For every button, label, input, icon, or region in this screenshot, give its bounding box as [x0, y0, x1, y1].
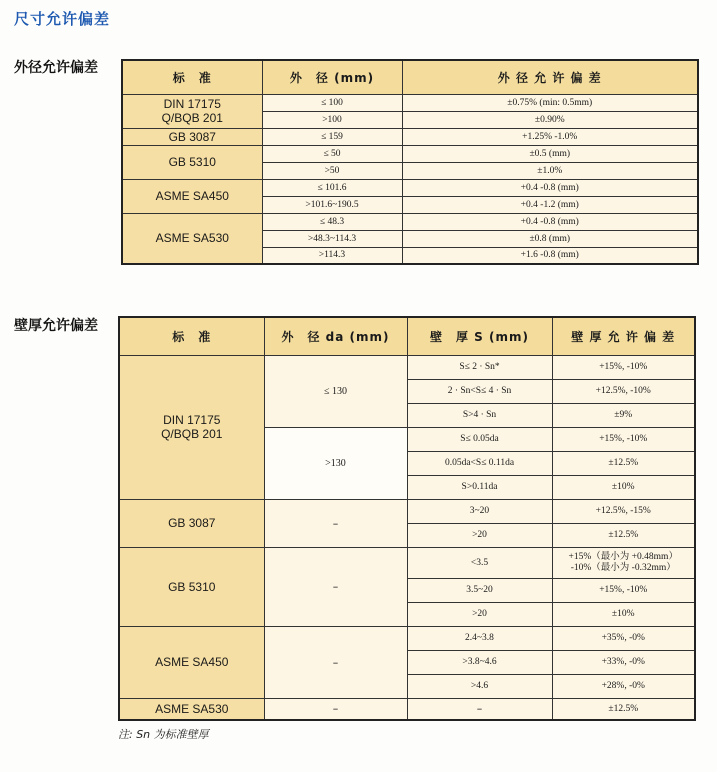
od-tolerance: ±0.8 (mm)	[402, 230, 698, 247]
wt-od-range: ≤ 130	[264, 355, 407, 427]
wt-section-title: 壁厚允许偏差	[14, 318, 98, 334]
od-range: >50	[262, 162, 402, 179]
wt-tolerance-table	[118, 316, 696, 721]
wt-od-range: –	[264, 698, 407, 720]
wt-od-range: –	[264, 547, 407, 626]
wt-tolerance: ±9%	[552, 403, 695, 427]
od-range: >114.3	[262, 247, 402, 264]
od-range: >100	[262, 111, 402, 128]
od-tolerance: +1.25% -1.0%	[402, 128, 698, 145]
wt-tolerance: +15%, -10%	[552, 427, 695, 451]
od-tolerance: +0.4 -0.8 (mm)	[402, 179, 698, 196]
wt-tolerance: ±12.5%	[552, 698, 695, 720]
wt-tolerance: ±10%	[552, 475, 695, 499]
wt-range: >3.8~4.6	[407, 650, 552, 674]
wt-range: >4.6	[407, 674, 552, 698]
od-range: >101.6~190.5	[262, 196, 402, 213]
wt-tolerance: +15%（最小为 +0.48mm） -10%（最小为 -0.32mm）	[552, 547, 695, 578]
wt-tolerance: +12.5%, -10%	[552, 379, 695, 403]
od-tolerance: +0.4 -0.8 (mm)	[402, 213, 698, 230]
od-standard-gb5310: GB 5310	[122, 145, 262, 179]
wt-tolerance: +15%, -10%	[552, 355, 695, 379]
wt-od-range: –	[264, 499, 407, 547]
wt-standard-sa450: ASME SA450	[119, 626, 264, 698]
wt-tolerance: +33%, -0%	[552, 650, 695, 674]
wt-range: S>4 · Sn	[407, 403, 552, 427]
wt-range: –	[407, 698, 552, 720]
wt-header-od: 外 径 da (mm)	[264, 317, 407, 355]
wt-tolerance: +35%, -0%	[552, 626, 695, 650]
od-range: >48.3~114.3	[262, 230, 402, 247]
od-range: ≤ 159	[262, 128, 402, 145]
od-header-standard: 标 准	[122, 60, 262, 94]
wt-range: S>0.11da	[407, 475, 552, 499]
od-tolerance: ±0.75% (min: 0.5mm)	[402, 94, 698, 111]
od-range: ≤ 50	[262, 145, 402, 162]
wt-header-standard: 标 准	[119, 317, 264, 355]
wt-range: 3~20	[407, 499, 552, 523]
od-section-title: 外径允许偏差	[14, 60, 98, 76]
wt-od-range: >130	[264, 427, 407, 499]
od-header-tolerance: 外 径 允 许 偏 差	[402, 60, 698, 94]
wt-header-tolerance: 壁 厚 允 许 偏 差	[552, 317, 695, 355]
od-header-od: 外 径 (mm)	[262, 60, 402, 94]
od-standard-sa450: ASME SA450	[122, 179, 262, 213]
wt-tolerance: +12.5%, -15%	[552, 499, 695, 523]
wt-range: 3.5~20	[407, 578, 552, 602]
wt-standard-sa530: ASME SA530	[119, 698, 264, 720]
wt-range: 0.05da<S≤ 0.11da	[407, 451, 552, 475]
wt-range: <3.5	[407, 547, 552, 578]
footnote: 注: Sn 为标准壁厚	[118, 728, 209, 741]
od-standard-gb3087: GB 3087	[122, 128, 262, 145]
od-range: ≤ 100	[262, 94, 402, 111]
od-tolerance-table	[121, 59, 699, 265]
wt-range: 2 · Sn<S≤ 4 · Sn	[407, 379, 552, 403]
page-title: 尺寸允许偏差	[14, 10, 111, 28]
wt-range: >20	[407, 602, 552, 626]
od-tolerance: +0.4 -1.2 (mm)	[402, 196, 698, 213]
wt-range: S≤ 0.05da	[407, 427, 552, 451]
wt-range: 2.4~3.8	[407, 626, 552, 650]
wt-od-range: –	[264, 626, 407, 698]
wt-tolerance: +15%, -10%	[552, 578, 695, 602]
od-standard-din: DIN 17175 Q/BQB 201	[122, 94, 262, 128]
wt-standard-gb5310: GB 5310	[119, 547, 264, 626]
od-tolerance: ±0.90%	[402, 111, 698, 128]
wt-tolerance: ±12.5%	[552, 451, 695, 475]
od-range: ≤ 48.3	[262, 213, 402, 230]
wt-standard-din: DIN 17175 Q/BQB 201	[119, 355, 264, 499]
od-tolerance: ±0.5 (mm)	[402, 145, 698, 162]
od-tolerance: ±1.0%	[402, 162, 698, 179]
od-standard-sa530: ASME SA530	[122, 213, 262, 264]
wt-range: S≤ 2 · Sn*	[407, 355, 552, 379]
od-tolerance: +1.6 -0.8 (mm)	[402, 247, 698, 264]
wt-tolerance: ±12.5%	[552, 523, 695, 547]
wt-standard-gb3087: GB 3087	[119, 499, 264, 547]
wt-header-wt: 壁 厚 S (mm)	[407, 317, 552, 355]
wt-range: >20	[407, 523, 552, 547]
wt-tolerance: +28%, -0%	[552, 674, 695, 698]
od-range: ≤ 101.6	[262, 179, 402, 196]
wt-tolerance: ±10%	[552, 602, 695, 626]
